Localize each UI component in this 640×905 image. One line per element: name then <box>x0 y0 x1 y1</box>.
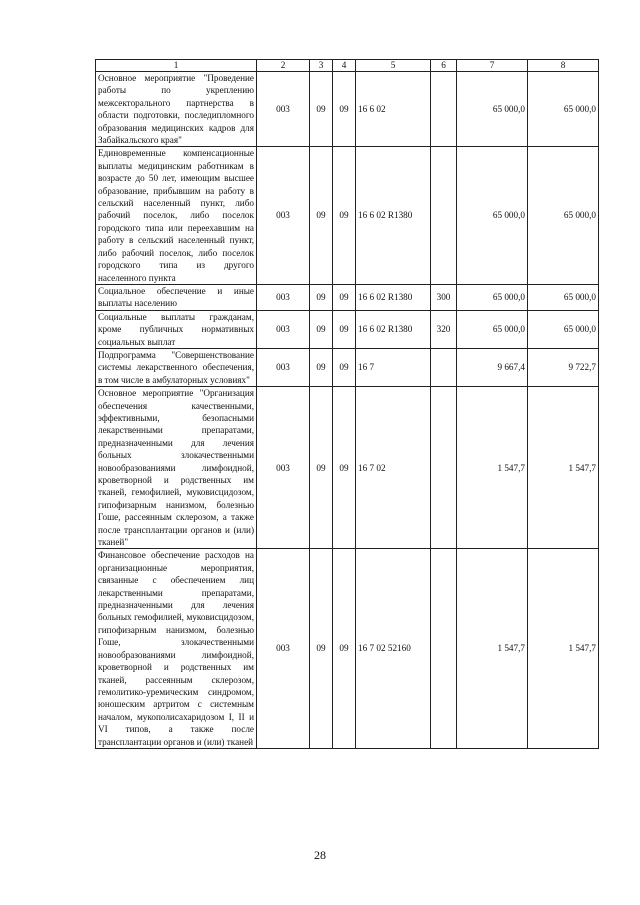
column-header: 8 <box>528 60 599 72</box>
item-name: Единовременные компенсационные выплаты медицинским работникам в возрасте до 50 лет, имеющим высшее образование, прибывшим на работу в сельский населенный пункт, либо рабочий поселок, либо поселок городского типа или переехавшим на работу в сельский населенный пункт, либо рабочий поселок, либо поселок городского типа из другого населенного пункта <box>96 147 257 284</box>
cell-target-article: 16 6 02 R1380 <box>356 284 431 310</box>
cell-amount-8: 1 547,7 <box>528 387 599 549</box>
cell-expense-type <box>431 147 457 284</box>
cell-code-4: 09 <box>333 387 356 549</box>
cell-code-4: 09 <box>333 284 356 310</box>
cell-amount-7: 1 547,7 <box>457 387 528 549</box>
cell-code-4: 09 <box>333 348 356 386</box>
table-row <box>96 348 599 386</box>
column-header: 5 <box>356 60 431 72</box>
cell-amount-7: 65 000,0 <box>457 284 528 310</box>
cell-expense-type <box>431 387 457 549</box>
cell-amount-8: 9 722,7 <box>528 348 599 386</box>
cell-code-2: 003 <box>257 549 310 749</box>
item-name: Основное мероприятие "Организация обеспечения качественными, эффективными, безопасными лекарственными препаратами, предназначенными для лечения больных злокачественными новообразованиями лимфоидной, кроветворной и родственных им тканей, гемофилией, муковисцидозом, гипофизарным нанизмом, болезнью Гоше, рассеянным склерозом, а также после трансплантации органов и (или) тканей" <box>96 387 257 549</box>
table-header-row <box>96 60 599 72</box>
cell-code-3: 09 <box>310 348 333 386</box>
cell-amount-8: 65 000,0 <box>528 284 599 310</box>
column-header: 4 <box>333 60 356 72</box>
cell-amount-7: 65 000,0 <box>457 310 528 348</box>
item-name: Подпрограмма "Совершенствование системы лекарственного обеспечения, в том числе в амбулаторных условиях" <box>96 348 257 386</box>
cell-code-3: 09 <box>310 72 333 147</box>
table-row <box>96 310 599 348</box>
budget-table <box>95 59 599 749</box>
item-name: Социальное обеспечение и иные выплаты населению <box>96 284 257 310</box>
cell-code-3: 09 <box>310 387 333 549</box>
cell-code-2: 003 <box>257 72 310 147</box>
cell-code-3: 09 <box>310 549 333 749</box>
cell-amount-7: 65 000,0 <box>457 72 528 147</box>
cell-amount-7: 65 000,0 <box>457 147 528 284</box>
cell-target-article: 16 6 02 <box>356 72 431 147</box>
cell-expense-type <box>431 549 457 749</box>
cell-expense-type <box>431 348 457 386</box>
cell-amount-8: 65 000,0 <box>528 147 599 284</box>
cell-code-2: 003 <box>257 310 310 348</box>
cell-target-article: 16 7 02 <box>356 387 431 549</box>
cell-code-2: 003 <box>257 348 310 386</box>
cell-expense-type: 320 <box>431 310 457 348</box>
table-row <box>96 549 599 749</box>
cell-code-4: 09 <box>333 147 356 284</box>
cell-amount-8: 65 000,0 <box>528 72 599 147</box>
cell-target-article: 16 6 02 R1380 <box>356 310 431 348</box>
cell-code-2: 003 <box>257 284 310 310</box>
item-name: Финансовое обеспечение расходов на организационные мероприятия, связанные с обеспечением лиц лекарственными препаратами, предназначенными для лечения больных гемофилией, муковисцидозом, гипофизарным нанизмом, болезнью Гоше, злокачественными новообразованиями лимфоидной, кроветворной и родственных им тканей, рассеянным склерозом, гемолитико-уремическим синдромом, юношеским артритом с системным началом, мукополисахаридозом I, II и VI типов, а также после трансплантации органов и (или) тканей <box>96 549 257 749</box>
cell-code-4: 09 <box>333 549 356 749</box>
cell-code-4: 09 <box>333 72 356 147</box>
cell-code-4: 09 <box>333 310 356 348</box>
item-name: Социальные выплаты гражданам, кроме публичных нормативных социальных выплат <box>96 310 257 348</box>
cell-target-article: 16 7 02 52160 <box>356 549 431 749</box>
cell-amount-8: 65 000,0 <box>528 310 599 348</box>
cell-code-3: 09 <box>310 147 333 284</box>
cell-target-article: 16 7 <box>356 348 431 386</box>
item-name: Основное мероприятие "Проведение работы по укреплению межсекторального партнерства в области подготовки, последипломного образования медицинских кадров для Забайкальского края" <box>96 72 257 147</box>
cell-amount-7: 9 667,4 <box>457 348 528 386</box>
cell-target-article: 16 6 02 R1380 <box>356 147 431 284</box>
cell-code-3: 09 <box>310 310 333 348</box>
cell-code-2: 003 <box>257 387 310 549</box>
column-header: 2 <box>257 60 310 72</box>
table-row <box>96 147 599 284</box>
column-header: 3 <box>310 60 333 72</box>
table-row <box>96 72 599 147</box>
cell-amount-7: 1 547,7 <box>457 549 528 749</box>
table-row <box>96 284 599 310</box>
column-header: 7 <box>457 60 528 72</box>
page-number: 28 <box>314 848 326 862</box>
table-row <box>96 387 599 549</box>
column-header: 6 <box>431 60 457 72</box>
cell-code-3: 09 <box>310 284 333 310</box>
cell-expense-type: 300 <box>431 284 457 310</box>
column-header: 1 <box>96 60 257 72</box>
cell-code-2: 003 <box>257 147 310 284</box>
cell-amount-8: 1 547,7 <box>528 549 599 749</box>
cell-expense-type <box>431 72 457 147</box>
